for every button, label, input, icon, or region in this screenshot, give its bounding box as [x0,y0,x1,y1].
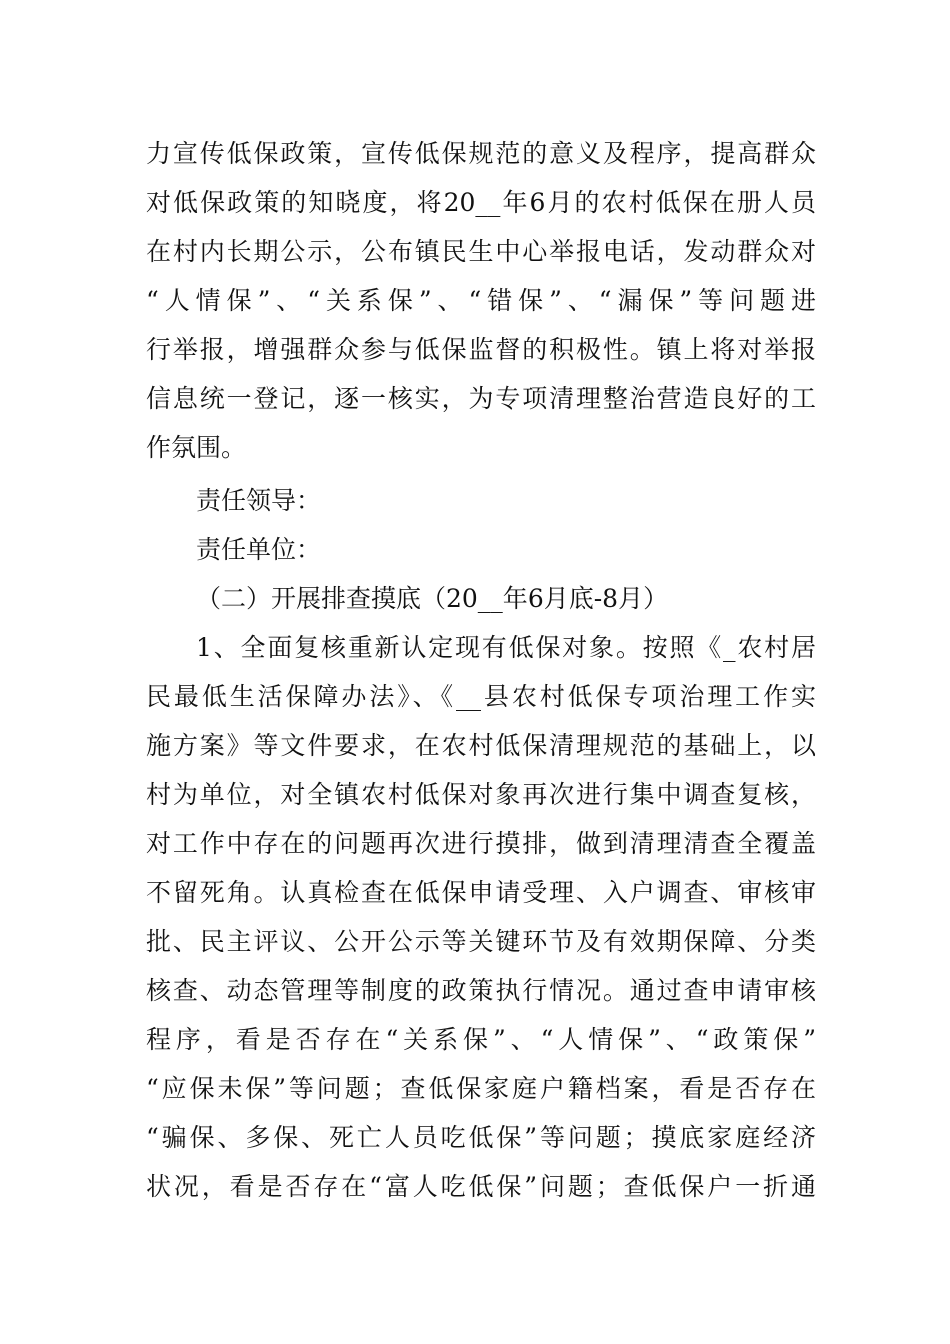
text-line: 不留死角。认真检查在低保申请受理、入户调查、审核审 [146,878,816,907]
text-line: “骗保、多保、死亡人员吃低保”等问题；摸底家庭经济 [146,1123,816,1152]
text-line: 批、民主评议、公开公示等关键环节及有效期保障、分类 [146,927,816,956]
text-line: 作氛围。 [146,433,247,462]
text-line: 对低保政策的知晓度，将20__年6月的农村低保在册人员 [146,188,816,217]
text-line: 信息统一登记，逐一核实，为专项清理整治营造良好的工 [146,384,816,413]
text-line: 程序，看是否存在“关系保”、“人情保”、“政策保” [146,1025,816,1054]
text-line: 民最低生活保障办法》、《__县农村低保专项治理工作实 [146,682,816,711]
text-line: 施方案》等文件要求，在农村低保清理规范的基础上，以 [146,731,816,760]
text-line: 在村内长期公示，公布镇民生中心举报电话，发动群众对 [146,237,816,266]
responsible-unit-label: 责任单位： [196,535,322,564]
section-heading: （二）开展排查摸底（20__年6月底-8月） [196,584,669,613]
text-line: 行举报，增强群众参与低保监督的积极性。镇上将对举报 [146,335,816,364]
text-line: 核查、动态管理等制度的政策执行情况。通过查申请审核 [146,976,816,1005]
text-line: 村为单位，对全镇农村低保对象再次进行集中调查复核， [146,780,816,809]
text-line: 状况，看是否存在“富人吃低保”问题；查低保户一折通 [146,1172,816,1201]
text-line: “应保未保”等问题；查低保家庭户籍档案，看是否存在 [146,1074,816,1103]
text-line: 力宣传低保政策，宣传低保规范的意义及程序，提高群众 [146,139,816,168]
text-line: “人情保”、“关系保”、“错保”、“漏保”等问题进 [146,286,816,315]
responsible-leader-label: 责任领导： [196,486,322,515]
text-line: 1、全面复核重新认定现有低保对象。按照《_农村居 [196,633,816,662]
text-line: 对工作中存在的问题再次进行摸排，做到清理清查全覆盖 [146,829,816,858]
